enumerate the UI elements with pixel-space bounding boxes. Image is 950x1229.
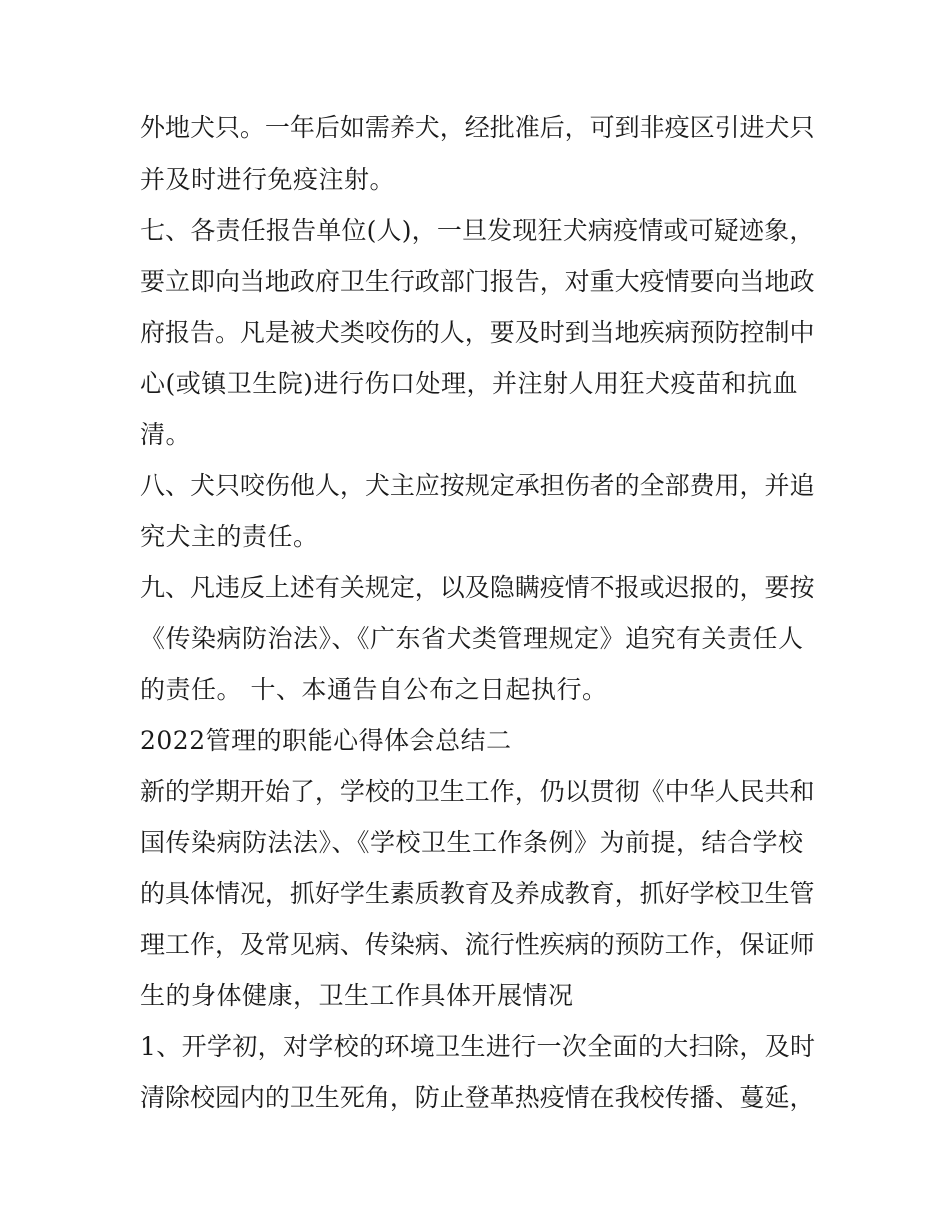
text-line: 1、开学初，对学校的环境卫生进行一次全面的大扫除，及时 xyxy=(140,1032,816,1061)
text-line: 七、各责任报告单位(人)，一旦发现狂犬病疫情或可疑迹象， xyxy=(140,216,815,245)
text-line: 要立即向当地政府卫生行政部门报告，对重大疫情要向当地政 xyxy=(140,267,815,296)
text-line: 九、凡违反上述有关规定，以及隐瞒疫情不报或迟报的，要按 xyxy=(140,573,815,602)
text-line: 心(或镇卫生院)进行伤口处理，并注射人用狂犬疫苗和抗血 xyxy=(140,369,799,398)
text-line: 生的身体健康，卫生工作具体开展情况 xyxy=(140,981,574,1010)
text-line: 的具体情况，抓好学生素质教育及养成教育，抓好学校卫生管 xyxy=(140,879,815,908)
text-line: 府报告。凡是被犬类咬伤的人，要及时到当地疾病预防控制中 xyxy=(140,318,815,347)
section-heading: 2022管理的职能心得体会总结二 xyxy=(140,726,512,755)
text-line: 《传染病防治法》、《广东省犬类管理规定》追究有关责任人 xyxy=(140,624,804,653)
text-line: 清。 xyxy=(140,420,192,449)
text-line: 八、犬只咬伤他人，犬主应按规定承担伤者的全部费用，并追 xyxy=(140,471,815,500)
text-line: 并及时进行免疫注射。 xyxy=(140,165,396,194)
text-line: 外地犬只。一年后如需养犬，经批准后，可到非疫区引进犬只 xyxy=(140,113,815,142)
text-line: 新的学期开始了，学校的卫生工作，仍以贯彻《中华人民共和 xyxy=(140,777,815,806)
text-line: 究犬主的责任。 xyxy=(140,522,319,551)
text-line: 国传染病防法法》、《学校卫生工作条例》为前提，结合学校 xyxy=(140,828,804,857)
text-line: 的责任。 十、本通告自公布之日起执行。 xyxy=(140,675,608,704)
text-line: 清除校园内的卫生死角，防止登革热疫情在我校传播、蔓延， xyxy=(140,1083,815,1112)
text-line: 理工作，及常见病、传染病、流行性疾病的预防工作，保证师 xyxy=(140,930,815,959)
